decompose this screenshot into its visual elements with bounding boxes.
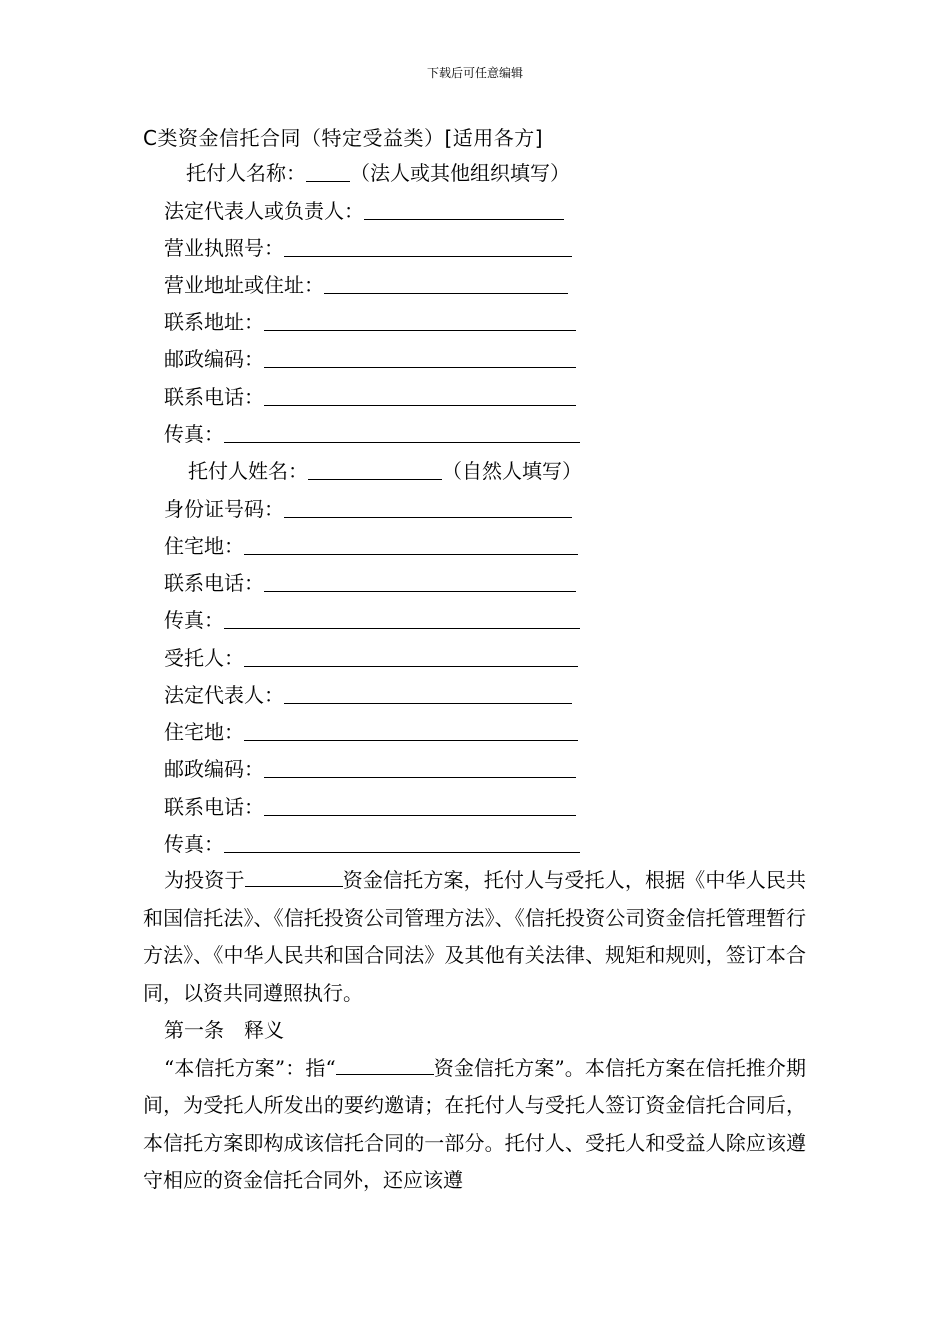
document-title: C类资金信托合同（特定受益类）[适用各方] — [143, 126, 544, 150]
field-label: 联系电话： — [164, 571, 264, 595]
article-text: “本信托方案”：指“ — [164, 1055, 336, 1080]
field-row — [164, 752, 576, 782]
field-label: 受托人： — [164, 646, 244, 670]
entrustor-name-blank[interactable] — [306, 161, 350, 182]
field-row — [164, 305, 576, 335]
person-name-blank[interactable] — [308, 459, 442, 480]
field-blank[interactable] — [264, 385, 576, 406]
field-label: 邮政编码： — [164, 347, 264, 371]
preamble-text: 资金信托方案，托付人与受托人，根据《中华人民共和国信托法》、《信托投资公司管理方法》、《信托投资公司资金信托管理暂行方法》、《中华人民共和国合同法》及其他有关法律、规矩和规则，签订本合同，以资共同遵照执行。 — [143, 868, 807, 1005]
preamble-paragraph — [143, 862, 806, 1012]
article-heading: 第一条 释义 — [164, 1018, 284, 1042]
person-name-label: 托付人姓名： — [188, 459, 308, 483]
field-row — [164, 566, 576, 596]
field-blank[interactable] — [324, 273, 568, 294]
preamble-text: 为投资于 — [164, 868, 245, 892]
field-blank[interactable] — [224, 832, 580, 853]
field-row — [164, 194, 564, 224]
field-blank[interactable] — [264, 757, 576, 778]
field-row — [164, 827, 580, 857]
field-label: 营业执照号： — [164, 236, 284, 260]
field-label: 住宅地： — [164, 534, 244, 558]
field-row — [164, 641, 578, 671]
field-blank[interactable] — [284, 683, 572, 704]
field-blank[interactable] — [244, 646, 578, 667]
field-label: 邮政编码： — [164, 757, 264, 781]
field-blank[interactable] — [364, 199, 564, 220]
field-label: 联系电话： — [164, 385, 264, 409]
field-label: 联系电话： — [164, 795, 264, 819]
field-blank[interactable] — [264, 795, 576, 816]
page-header: 下载后可任意编辑 — [426, 66, 523, 80]
field-blank[interactable] — [264, 571, 576, 592]
entrustor-name-label: 托付人名称： — [186, 161, 306, 185]
field-blank[interactable] — [284, 236, 572, 257]
field-row — [164, 790, 576, 820]
field-label: 传真： — [164, 422, 224, 446]
field-blank[interactable] — [264, 310, 576, 331]
field-blank[interactable] — [284, 497, 572, 518]
field-blank[interactable] — [224, 608, 580, 629]
field-label: 传真： — [164, 832, 224, 856]
field-row — [164, 342, 576, 372]
field-row — [164, 417, 580, 447]
field-label: 法定代表人或负责人： — [164, 199, 364, 223]
field-blank[interactable] — [244, 720, 578, 741]
field-row — [164, 231, 572, 261]
field-label: 营业地址或住址： — [164, 273, 324, 297]
field-row — [164, 678, 572, 708]
field-label: 传真： — [164, 608, 224, 632]
field-row — [164, 715, 578, 745]
field-label: 联系地址： — [164, 310, 264, 334]
entrustor-name-note: （法人或其他组织填写） — [350, 161, 570, 185]
field-label: 法定代表人： — [164, 683, 284, 707]
field-label: 住宅地： — [164, 720, 244, 744]
field-row — [164, 529, 578, 559]
entrustor-name-row — [186, 156, 570, 186]
field-blank[interactable] — [264, 347, 576, 368]
plan-name-blank[interactable] — [336, 1056, 434, 1075]
investment-blank[interactable] — [245, 868, 343, 887]
field-label: 身份证号码： — [164, 497, 284, 521]
field-row — [164, 492, 572, 522]
article-1 — [143, 1012, 806, 1200]
field-row — [164, 603, 580, 633]
field-row — [164, 268, 568, 298]
person-name-row — [188, 454, 582, 484]
field-blank[interactable] — [244, 534, 578, 555]
field-blank[interactable] — [224, 422, 580, 443]
article-text: 资金信托方案”。本信托方案在信托推介期间，为受托人所发出的要约邀请；在托付人与受托人签订资金信托合同后，本信托方案即构成该信托合同的一部分。托付人、受托人和受益人除应该遵守相应的资金信托合同外，还应该遵 — [143, 1055, 806, 1192]
field-row — [164, 380, 576, 410]
person-name-note: （自然人填写） — [442, 459, 582, 483]
